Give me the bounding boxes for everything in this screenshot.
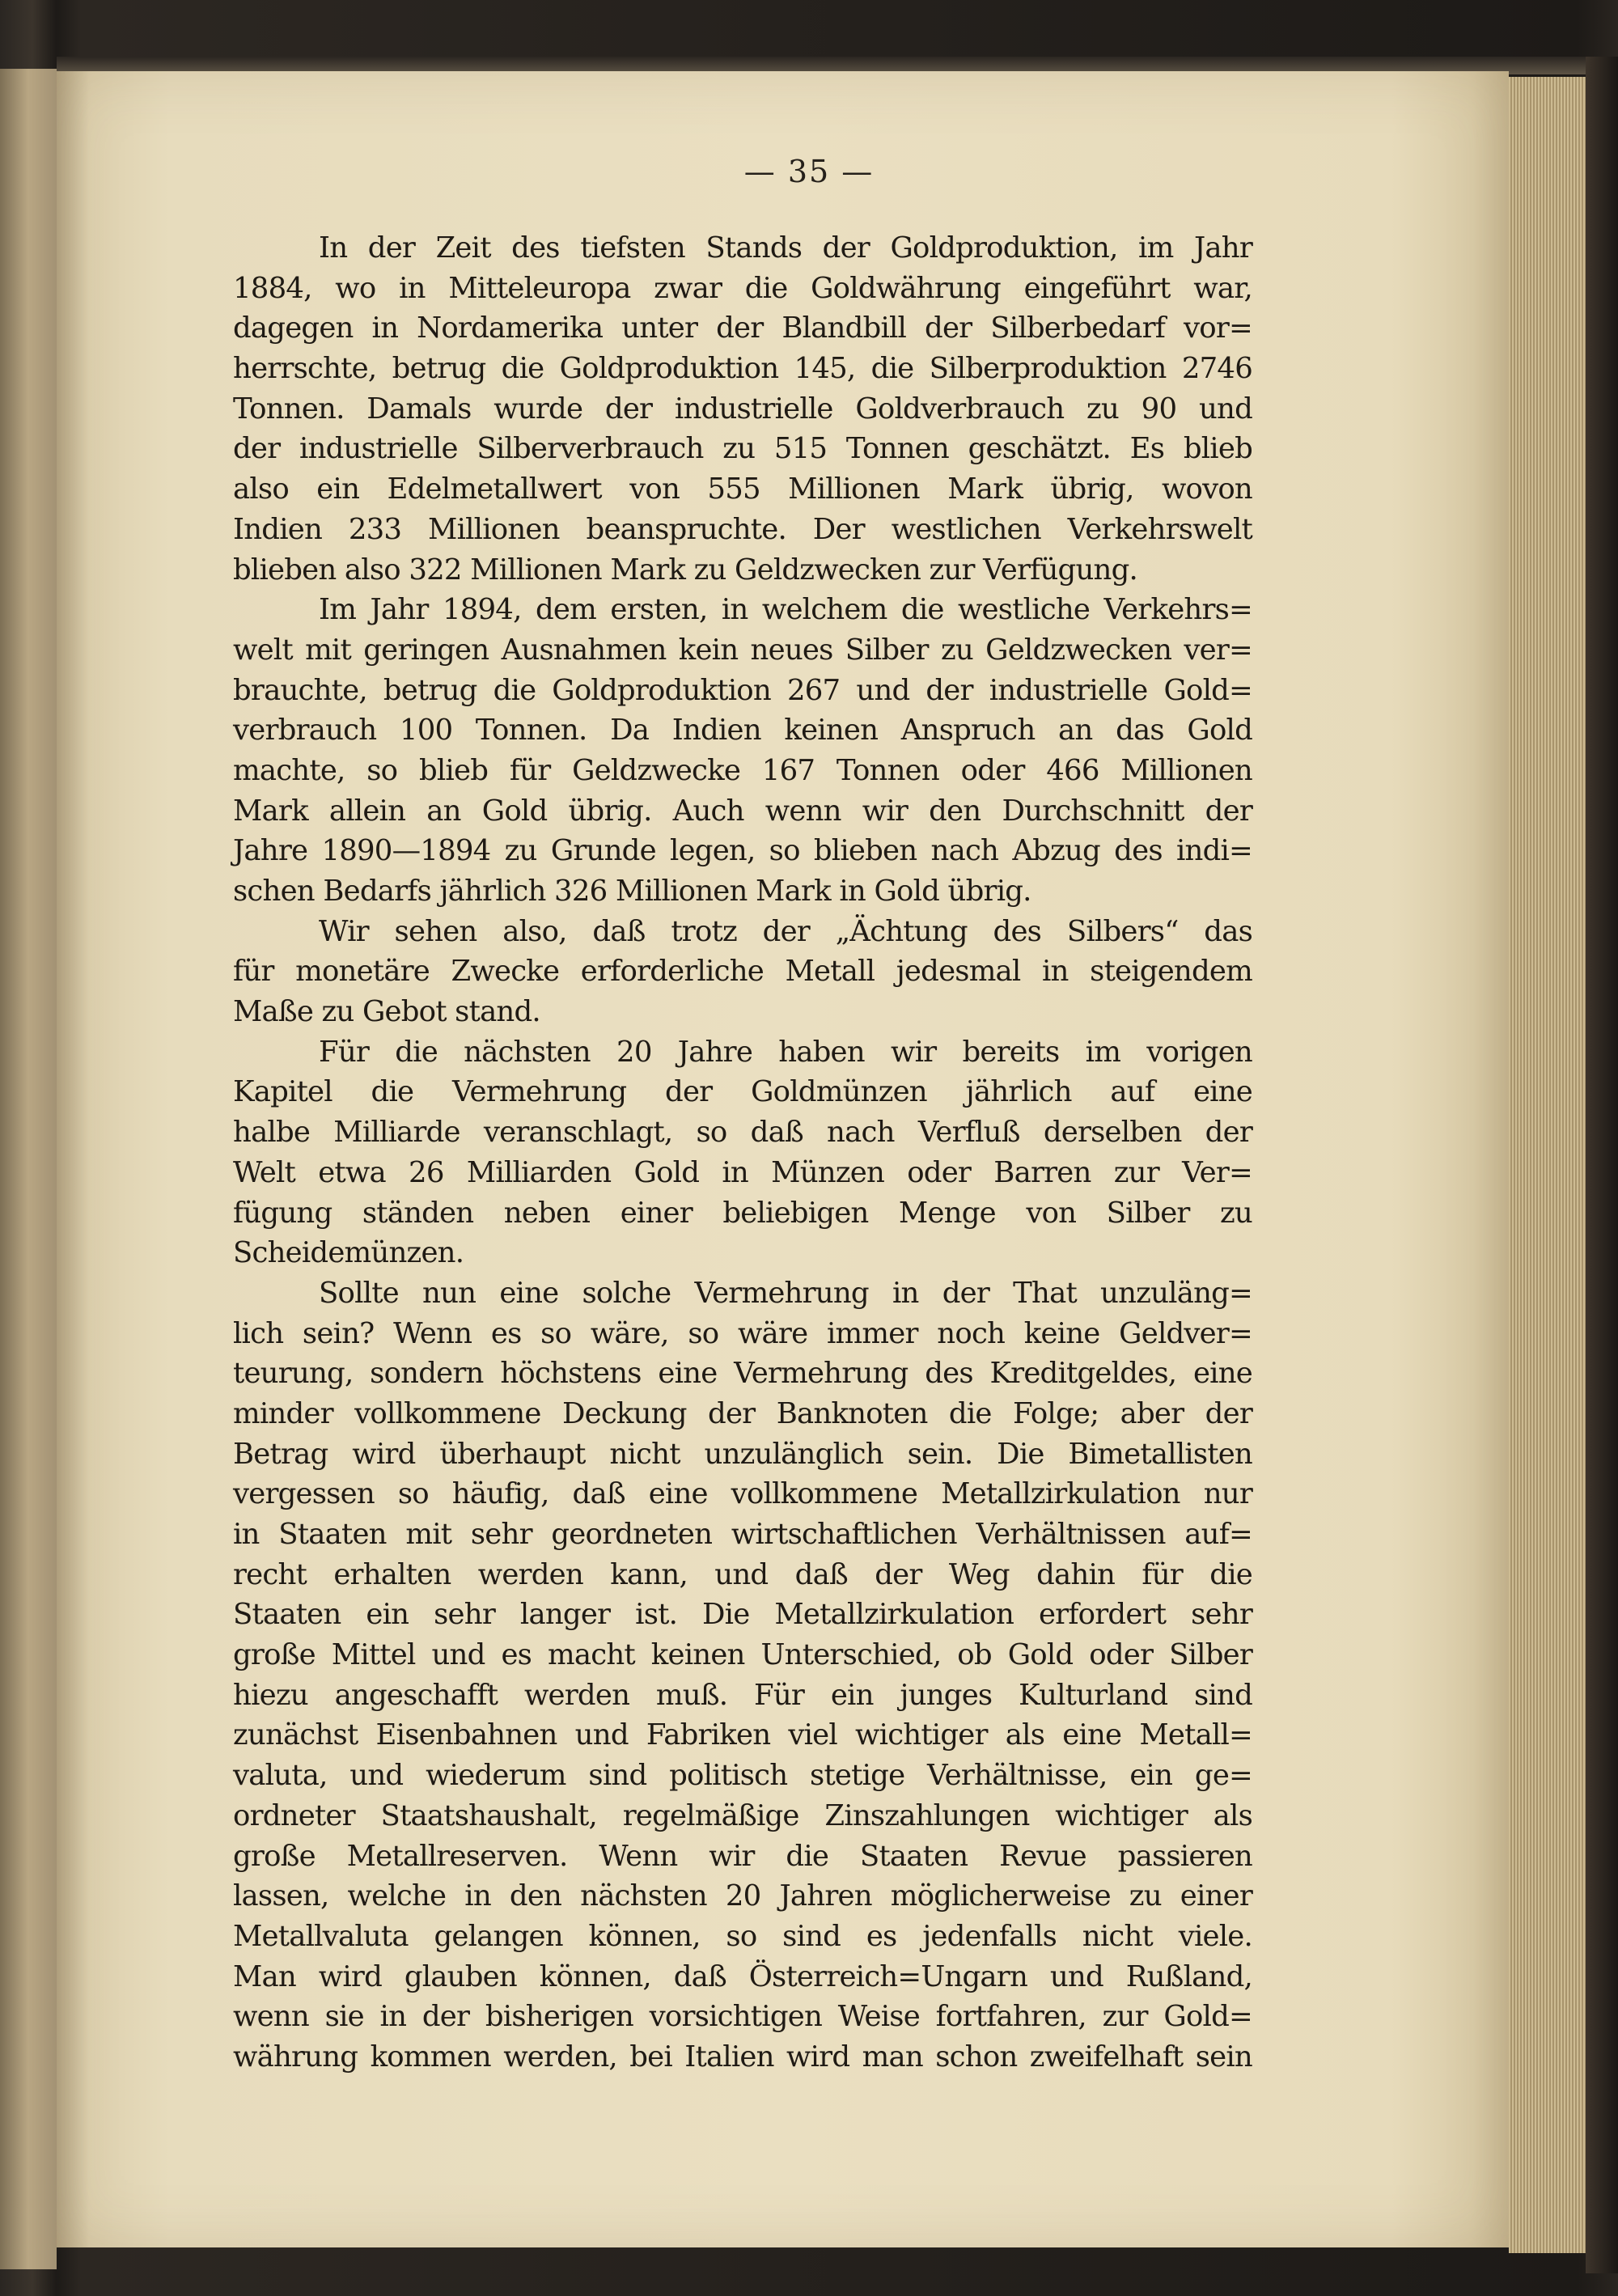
text-line: Maße zu Gebot stand. (233, 995, 540, 1029)
text-line: Mark allein an Gold übrig. Auch wenn wir den Durchschnitt der (233, 794, 1252, 828)
text-line: große Metallreserven. Wenn wir die Staaten Revue passieren (233, 1839, 1252, 1873)
text-line: also ein Edelmetallwert von 555 Millionen Mark übrig, wovon (233, 472, 1252, 506)
text-line: der industrielle Silberverbrauch zu 515 Tonnen geschätzt. Es blieb (233, 432, 1252, 466)
text-line: Für die nächsten 20 Jahre haben wir bereits im vorigen (319, 1035, 1252, 1069)
previous-page-edge (0, 69, 57, 2269)
text-line: Metallvaluta gelangen können, so sind es jedenfalls nicht viele. (233, 1919, 1252, 1953)
text-line: herrschte, betrug die Goldproduktion 145, die Silberproduktion 2746 (233, 352, 1252, 386)
text-line: Staaten ein sehr langer ist. Die Metallzirkulation erfordert sehr (233, 1598, 1252, 1632)
text-line: In der Zeit des tiefsten Stands der Goldproduktion, im Jahr (319, 231, 1252, 265)
text-line: brauchte, betrug die Goldproduktion 267 und der industrielle Gold= (233, 673, 1252, 707)
text-line: dagegen in Nordamerika unter der Blandbill der Silberbedarf vor= (233, 311, 1252, 345)
text-line: Jahre 1890—1894 zu Grunde legen, so blieben nach Abzug des indi= (233, 834, 1252, 868)
text-line: währung kommen werden, bei Italien wird man schon zweifelhaft sein (233, 2040, 1252, 2074)
text-line: Man wird glauben können, daß Österreich=Ungarn und Rußland, (233, 1959, 1252, 1993)
text-line: valuta, und wiederum sind politisch stetige Verhältnisse, ein ge= (233, 1759, 1252, 1793)
text-line: ordneter Staatshaushalt, regelmäßige Zinszahlungen wichtiger als (233, 1798, 1252, 1832)
body-text (233, 228, 1252, 2078)
text-line: minder vollkommene Deckung der Banknoten die Folge; aber der (233, 1396, 1252, 1430)
text-line: machte, so blieb für Geldzwecke 167 Tonnen oder 466 Millionen (233, 753, 1252, 787)
text-line: Wir sehen also, daß trotz der „Ächtung des Silbers“ das (319, 914, 1252, 948)
text-line: lassen, welche in den nächsten 20 Jahren möglicherweise zu einer (233, 1879, 1252, 1913)
text-line: Welt etwa 26 Milliarden Gold in Münzen oder Barren zur Ver= (233, 1155, 1252, 1189)
text-line: große Mittel und es macht keinen Unterschied, ob Gold oder Silber (233, 1638, 1252, 1672)
text-line: 1884, wo in Mitteleuropa zwar die Goldwährung eingeführt war, (233, 271, 1252, 305)
text-line: teurung, sondern höchstens eine Vermehrung des Kreditgeldes, eine (233, 1357, 1252, 1391)
book-cover-edge (1586, 57, 1618, 2273)
text-line: welt mit geringen Ausnahmen kein neues Silber zu Geldzwecken ver= (233, 633, 1252, 667)
text-line: blieben also 322 Millionen Mark zu Geldzwecken zur Verfügung. (233, 553, 1137, 587)
text-line: Betrag wird überhaupt nicht unzulänglich sein. Die Bimetallisten (233, 1437, 1252, 1471)
text-line: vergessen so häufig, daß eine vollkommene Metallzirkulation nur (233, 1477, 1252, 1511)
text-line: für monetäre Zwecke erforderliche Metall jedesmal in steigendem (233, 955, 1252, 989)
text-line: Tonnen. Damals wurde der industrielle Goldverbrauch zu 90 und (233, 392, 1252, 426)
page-number: — 35 — (743, 154, 875, 189)
text-line: lich sein? Wenn es so wäre, so wäre immer noch keine Geldver= (233, 1316, 1252, 1350)
text-line: hiezu angeschafft werden muß. Für ein junges Kulturland sind (233, 1678, 1252, 1712)
text-line: verbrauch 100 Tonnen. Da Indien keinen Anspruch an das Gold (233, 714, 1252, 748)
text-line: fügung ständen neben einer beliebigen Menge von Silber zu (233, 1196, 1252, 1230)
text-line: wenn sie in der bisherigen vorsichtigen Weise fortfahren, zur Gold= (233, 2000, 1252, 2034)
text-line: Im Jahr 1894, dem ersten, in welchem die westliche Verkehrs= (319, 593, 1252, 627)
text-line: recht erhalten werden kann, und daß der Weg dahin für die (233, 1557, 1252, 1591)
text-line: Sollte nun eine solche Vermehrung in der That unzuläng= (319, 1276, 1252, 1310)
text-line: Indien 233 Millionen beanspruchte. Der westlichen Verkehrswelt (233, 512, 1252, 546)
text-line: in Staaten mit sehr geordneten wirtschaftlichen Verhältnissen auf= (233, 1518, 1252, 1551)
text-line: zunächst Eisenbahnen und Fabriken viel wichtiger als eine Metall= (233, 1718, 1252, 1752)
page-block-edges (1509, 77, 1586, 2253)
text-line: halbe Milliarde veranschlagt, so daß nach Verfluß derselben der (233, 1116, 1252, 1150)
text-line: schen Bedarfs jährlich 326 Millionen Mark in Gold übrig. (233, 875, 1031, 908)
text-line: Scheidemünzen. (233, 1236, 464, 1270)
text-line: Kapitel die Vermehrung der Goldmünzen jährlich auf eine (233, 1075, 1252, 1109)
